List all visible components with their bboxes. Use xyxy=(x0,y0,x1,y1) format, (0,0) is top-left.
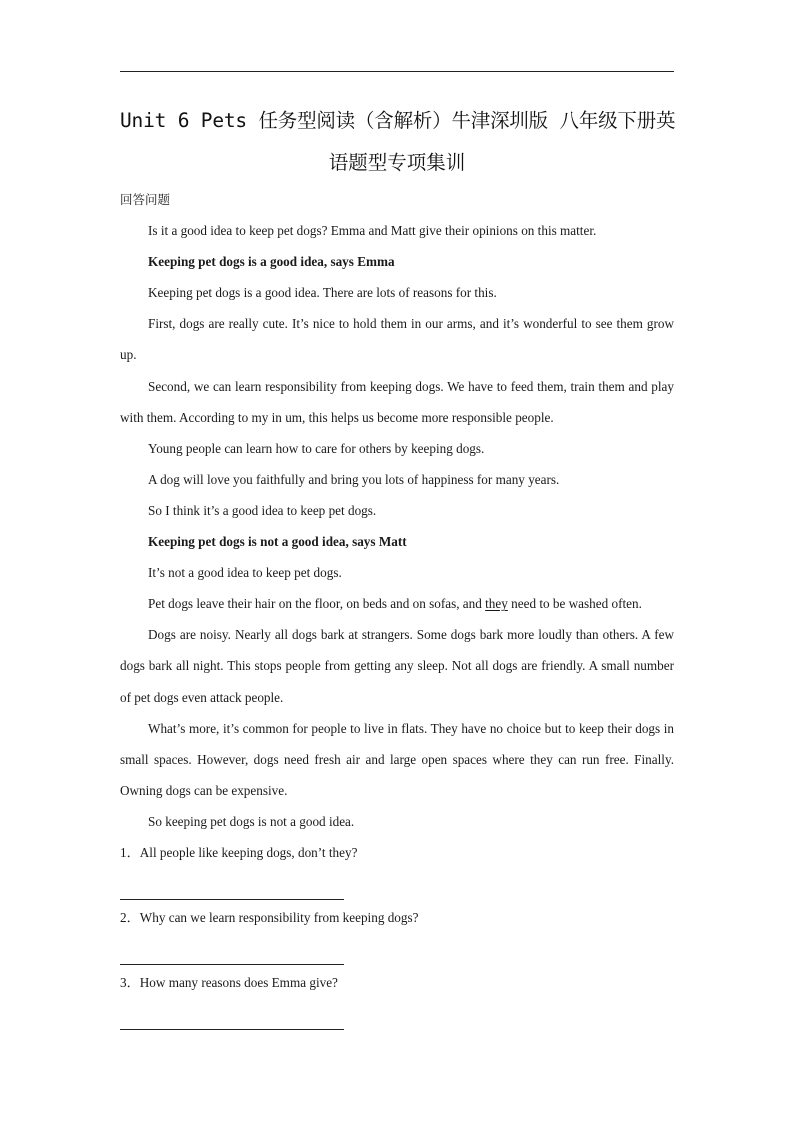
paragraph: Is it a good idea to keep pet dogs? Emma and Matt give their opinions on this matter. xyxy=(148,223,597,239)
paragraph: Second, we can learn responsibility from keeping dogs. We have to feed them, train them and play with them. According to my in um, this helps us become more responsible people. xyxy=(120,378,674,425)
paragraph: So keeping pet dogs is not a good idea. xyxy=(148,813,355,829)
answer-line[interactable] xyxy=(120,899,344,900)
title-line-1: Unit 6 Pets 任务型阅读（含解析）牛津深圳版 八年级下册英 xyxy=(120,109,676,132)
paragraph: Dogs are noisy. Nearly all dogs bark at strangers. Some dogs bark more loudly than others. A few dogs bark all night. This stops people from getting any sleep. Not all dogs are friendly. A small number of pet dogs even attack people. xyxy=(120,627,674,705)
document-body xyxy=(120,184,674,1030)
paragraph: First, dogs are really cute. It’s nice to hold them in our arms, and it’s wonderful to see them grow up. xyxy=(120,316,674,363)
answer-line[interactable] xyxy=(120,964,344,965)
header-rule xyxy=(120,71,674,72)
text-run: Pet dogs leave their hair on the floor, on beds and on sofas, and xyxy=(148,596,486,612)
document-title xyxy=(120,100,674,184)
paragraph: A dog will love you faithfully and bring you lots of happiness for many years. xyxy=(148,471,560,487)
paragraph: What’s more, it’s common for people to live in flats. They have no choice but to keep their dogs in small spaces. However, dogs need fresh air and large open spaces where they can run free. Finally. Owning dogs can be expensive. xyxy=(120,720,674,798)
subheading-matt: Keeping pet dogs is not a good idea, says Matt xyxy=(148,534,407,550)
section-label: 回答问题 xyxy=(120,192,171,207)
paragraph: Young people can learn how to care for others by keeping dogs. xyxy=(148,440,485,456)
question-text: 1．All people like keeping dogs, don’t they? xyxy=(120,844,358,860)
title-line-2: 语题型专项集训 xyxy=(328,151,466,174)
question-text: 3．How many reasons does Emma give? xyxy=(120,975,338,991)
paragraph xyxy=(120,588,674,619)
paragraph: It’s not a good idea to keep pet dogs. xyxy=(148,565,342,581)
question-block xyxy=(120,967,674,1030)
paragraph: Keeping pet dogs is a good idea. There are lots of reasons for this. xyxy=(148,285,497,301)
text-run: need to be washed often. xyxy=(507,596,642,612)
question-text: 2．Why can we learn responsibility from keeping dogs? xyxy=(120,910,419,926)
underlined-word: they xyxy=(485,596,508,612)
question-block xyxy=(120,902,674,965)
subheading-emma: Keeping pet dogs is a good idea, says Emma xyxy=(148,254,395,270)
question-block xyxy=(120,837,674,900)
paragraph: So I think it’s a good idea to keep pet dogs. xyxy=(148,502,377,518)
answer-line[interactable] xyxy=(120,1029,344,1030)
